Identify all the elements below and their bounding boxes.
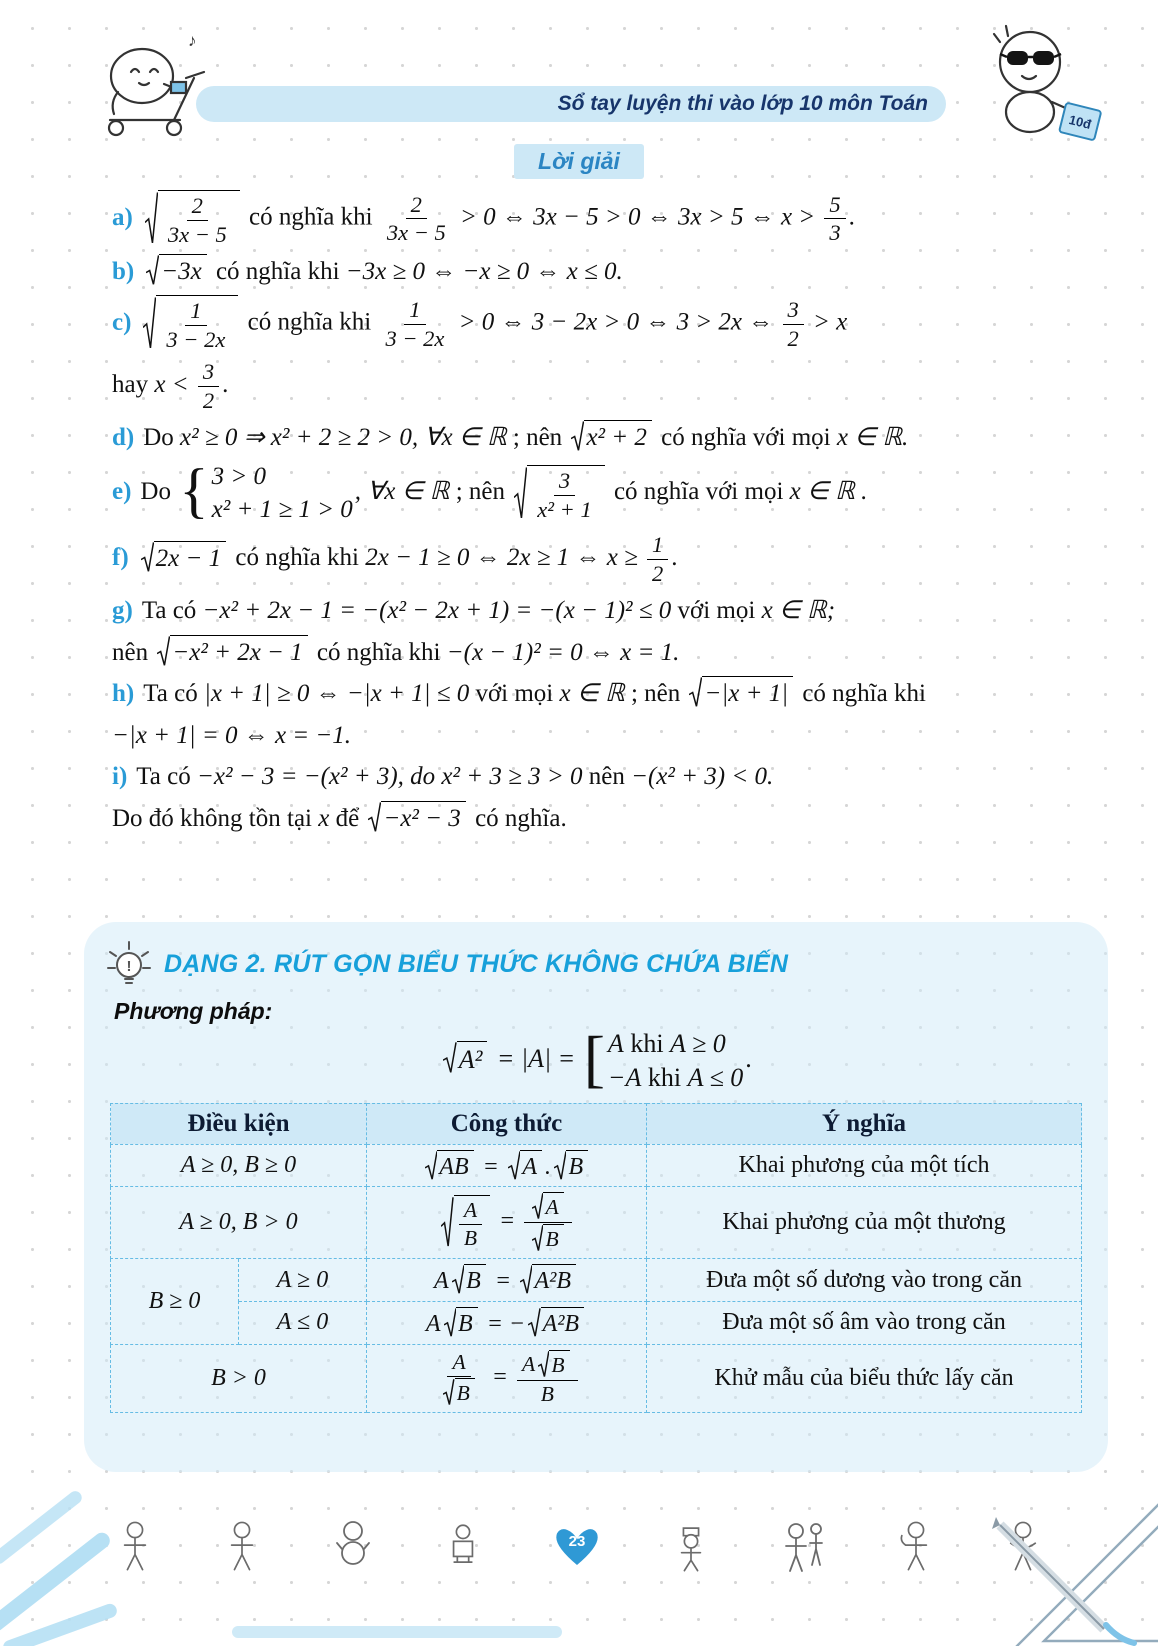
math-text: A [452,1349,466,1374]
fraction [524,1192,571,1253]
math-text: > 0 ⇔ 3 − 2x > 0 ⇔ 3 > 2x ⇔ [452,308,780,336]
square-root [444,1307,478,1339]
plain-text: với mọi [671,597,762,624]
square-root [368,801,465,834]
fraction [161,298,230,353]
doodle-character [118,1519,152,1575]
doodle-character [674,1519,708,1575]
radical-icon [514,465,527,523]
math-text: = [493,1208,522,1235]
fraction [647,532,668,587]
item-label: i) [112,763,128,790]
math-text: B [466,1268,481,1295]
math-text: B [551,1352,565,1377]
mascot-scooter-illustration [76,22,226,142]
table-row [111,1259,1082,1302]
lightbulb-icon [104,938,154,990]
item-label: a) [112,203,133,231]
plain-text: nên [112,638,155,666]
item-label: f) [112,544,129,572]
book-title: Sổ tay luyện thi vào lớp 10 môn Toán [557,92,928,115]
math-text: A²B [542,1311,580,1337]
math-text: 1 [190,298,202,324]
table-header: Công thức [367,1103,647,1144]
math-text: −x² + 2x − 1 = −(x² − 2x + 1) = −(x − 1)² ≤ 0 [202,597,672,624]
math-text: −3x ≥ 0 ⇔ −x ≥ 0 ⇔ x ≤ 0. [345,257,623,285]
fraction [435,1350,482,1407]
math-text: −A [607,1062,642,1092]
plain-text: Do đó không tồn tại [112,804,319,832]
table-header: Điều kiện [111,1103,367,1144]
square-root [520,1264,576,1296]
fraction [163,193,232,248]
pencil-icon [992,1517,1104,1629]
radical-icon [441,1195,453,1251]
math-text: A² [458,1045,483,1075]
radical-icon [443,1041,457,1075]
table-cell [239,1302,367,1345]
solution-badge-row [0,144,1158,179]
math-text: 3 [202,359,215,384]
solution-line [112,593,1102,629]
solution-line [112,254,1102,290]
table-cell [367,1187,647,1259]
solution-line [112,190,1102,248]
method-label: Phương pháp: [114,998,273,1024]
brace-glyph: { [179,457,209,526]
plain-text: có nghĩa khi [310,638,447,666]
math-text: 2 [410,191,422,217]
plain-text: nên [582,763,632,790]
dang2-panel [84,922,1108,1472]
math-text: A ≤ 0 [687,1062,744,1092]
math-text: B [456,1380,470,1405]
plain-text: có nghĩa. [468,804,567,832]
math-text: −(x² + 3) < 0. [631,763,774,790]
table-row [111,1302,1082,1345]
math-text: A ≥ 0, B > 0 [179,1209,298,1236]
math-text: x² + 1 [537,496,592,522]
math-text: > x [806,308,848,336]
math-text: A ≥ 0 [276,1266,329,1293]
plain-text: có nghĩa với mọi [607,478,790,506]
math-text: A [522,1153,537,1180]
math-text: = |A| = [490,1043,582,1073]
math-text: A [607,1029,624,1058]
doodle-character [333,1519,373,1575]
math-text: A [545,1195,559,1220]
table-cell [647,1302,1082,1345]
footer [118,1512,1040,1582]
score-card [1059,103,1101,141]
math-text: B [463,1225,478,1250]
plain-text: Khử mẫu của biểu thức lấy căn [714,1364,1014,1391]
table-cell [367,1344,647,1412]
math-text: , ∀x ∈ ℝ [354,478,450,506]
math-text: 2x − 1 [155,544,222,572]
math-text: A ≤ 0 [276,1309,329,1336]
radical-icon [157,635,170,668]
plain-text: ; nên [506,423,569,451]
table-cell [647,1259,1082,1302]
table-cell [111,1344,367,1412]
math-text: 2 [652,561,664,587]
fraction [532,468,596,523]
plain-text: . [222,371,229,399]
item-label: b) [112,257,135,285]
mascot-scooter [76,22,226,147]
plain-text: khi [641,1062,688,1092]
square-root [452,1264,486,1296]
plain-text: . [848,203,855,231]
score-card-label: 10đ [1067,112,1093,132]
math-text: −x² − 3 = −(x² + 3), do x² + 3 ≥ 3 > 0 [197,763,583,790]
plain-text: Ta có [136,763,197,790]
math-text: −x² + 2x − 1 [172,638,303,666]
square-root [157,635,307,668]
table-header-row [111,1103,1082,1144]
plain-text: hay [112,371,155,399]
square-root [532,1224,563,1253]
plain-text: . [745,1043,752,1073]
square-root [538,1350,569,1379]
fraction [382,192,451,247]
rules-table [110,1103,1082,1413]
math-text: 5 [829,191,841,217]
math-text: . [545,1153,551,1180]
radical-icon [689,676,702,709]
header-bar [196,86,946,122]
solution-line [112,359,1102,414]
math-text: A [522,1351,536,1376]
math-text: AB [439,1153,469,1180]
plain-text: để [329,804,366,832]
square-root [443,1378,474,1407]
solution-line [112,420,1102,456]
fraction [517,1350,578,1407]
radical-icon [145,190,158,248]
doodle-character [225,1519,259,1575]
plain-text: có nghĩa khi [209,257,346,285]
radical-icon [141,541,154,574]
plain-text: có nghĩa khi [229,544,366,572]
section-title: DẠNG 2. RÚT GỌN BIỂU THỨC KHÔNG CHỨA BIẾN [164,949,789,978]
fraction [783,297,804,352]
item-label: c) [112,308,132,336]
math-text: x ∈ ℝ . [789,478,868,506]
table-row [111,1344,1082,1412]
plain-text: Khai phương của một thương [722,1209,1006,1236]
math-text: B [458,1311,473,1337]
table-cell [239,1259,367,1302]
math-text: = [476,1153,505,1180]
radical-icon [443,1378,454,1407]
item-label: e) [112,478,132,506]
set-square-icon [986,1467,1158,1646]
math-text: x² + 1 ≥ 1 > 0 [211,495,353,523]
fraction [198,359,219,414]
solution-line [112,759,1102,795]
table-cell [647,1144,1082,1187]
plain-text: Đưa một số âm vào trong căn [722,1309,1006,1336]
square-root [508,1150,542,1182]
table-cell [111,1259,239,1345]
math-text: B [545,1227,559,1252]
solution-line [112,635,1102,671]
solution-line [112,295,1102,353]
square-root [425,1150,474,1182]
math-text: 3 [829,220,841,246]
plain-text: Khai phương của một tích [738,1151,990,1178]
square-root [141,541,226,574]
math-text: −3x [161,258,202,285]
math-text: 3x − 5 [386,220,446,246]
math-text: 3x − 5 [167,221,227,247]
brace-glyph: [ [583,1023,605,1095]
square-root [532,1192,563,1221]
math-text: 3 − 2x [166,327,226,353]
radical-icon [520,1264,532,1296]
radical-icon [508,1150,520,1182]
math-text: A ≥ 0 [670,1029,726,1058]
radical-icon [538,1350,549,1379]
ruler-pencil-decoration [986,1467,1158,1646]
plain-text: Ta có [141,597,203,624]
radical-icon [146,254,159,287]
solution-badge: Lời giải [514,144,644,179]
math-text: 2 [202,387,215,413]
math-text: −|x + 1| [704,680,789,708]
square-root [571,420,651,453]
table-cell [111,1187,367,1259]
solution-line [112,801,1102,837]
math-text: x ∈ ℝ [559,680,625,707]
math-text: 3 > 0 [211,463,267,491]
math-text: 1 [652,532,664,558]
plain-text: có nghĩa với mọi [654,423,837,451]
radical-icon [532,1224,543,1253]
plain-text: Đưa một số dương vào trong căn [706,1266,1022,1293]
table-cell [367,1144,647,1187]
math-text: B > 0 [211,1364,266,1391]
table-cell [367,1302,647,1345]
plain-text: ; nên [449,478,512,506]
radical-icon [425,1150,437,1182]
item-label: d) [112,423,135,451]
solution-line [112,457,1102,526]
table-row [111,1144,1082,1187]
page-number: 23 [568,1533,586,1550]
math-text: A [434,1268,449,1295]
plain-text: có nghĩa khi [796,680,926,707]
square-root [143,295,238,353]
doodle-character [446,1519,480,1575]
math-text: x² + 2 [586,424,647,451]
table-header: Ý nghĩa [647,1103,1082,1144]
solution-line [112,676,1102,712]
solution-line [112,532,1102,587]
radical-icon [444,1307,456,1339]
math-text: = − [480,1310,526,1337]
math-text: 3 [787,296,799,322]
radical-icon [452,1264,464,1296]
solution-line [112,718,1102,754]
dang2-heading [104,938,1082,990]
cases-brace [179,457,353,526]
math-text: A [463,1197,478,1222]
lightbulb-exclamation: ! [126,958,132,975]
square-root [146,254,206,287]
math-text: > 0 ⇔ 3x − 5 > 0 ⇔ 3x > 5 ⇔ x > [453,203,822,231]
math-text: x < [154,371,195,399]
math-text: −(x − 1)² = 0 ⇔ x = 1. [446,638,680,666]
math-text: |x + 1| ≥ 0 ⇔ −|x + 1| ≤ 0 [203,680,470,707]
math-text: 2 [787,325,799,351]
math-text: = [485,1363,514,1390]
cases-brace [583,1023,744,1095]
math-text: −x² − 3 [383,804,461,832]
table-cell [647,1344,1082,1412]
method-formula [110,1023,1082,1095]
solution-body [112,190,1102,842]
plain-text: Do [140,478,178,506]
math-text: A [425,1310,441,1337]
math-text: 3 [558,467,571,493]
page-number-heart [553,1524,601,1570]
plain-text: ; nên [624,680,687,707]
square-root [689,676,793,709]
fraction [824,192,845,247]
plain-text: Ta có [143,680,204,707]
math-text: 1 [409,296,421,322]
table-row [111,1187,1082,1259]
item-label: h) [112,680,135,707]
plain-text: có nghĩa khi [242,203,379,231]
plain-text: với mọi [469,680,560,707]
math-text: A²B [534,1268,571,1295]
fraction [459,1198,482,1251]
radical-icon [528,1307,540,1339]
math-text: = [488,1268,518,1295]
doodle-character [782,1519,826,1575]
table-cell [111,1144,367,1187]
radical-icon [532,1192,543,1221]
math-text: B [568,1153,584,1180]
table-cell [647,1187,1082,1259]
math-text: −|x + 1| = 0 ⇔ x = −1. [112,721,352,749]
math-text: 3 − 2x [385,325,445,351]
square-root [443,1041,487,1075]
doodle-character [899,1519,933,1575]
square-root [441,1195,490,1251]
square-root [554,1150,588,1182]
table-cell [367,1259,647,1302]
music-note-icon: ♪ [188,31,197,50]
item-label: g) [112,597,133,624]
square-root [514,465,604,523]
radical-icon [368,801,381,834]
plain-text: có nghĩa khi [241,308,378,336]
mascot-sunglasses-illustration [972,18,1102,158]
radical-icon [143,295,156,353]
plain-text: . [671,544,678,572]
radical-icon [571,420,584,453]
math-text: 2 [191,193,203,218]
fraction [380,297,449,352]
mascot-sunglasses [972,18,1102,163]
math-text: x² ≥ 0 ⇒ x² + 2 ≥ 2 > 0, ∀x ∈ ℝ [180,423,507,451]
math-text: B ≥ 0 [148,1288,201,1314]
math-text: x ∈ ℝ. [836,423,909,451]
radical-icon [554,1150,566,1182]
plain-text: Do [143,423,181,451]
square-root [528,1307,584,1339]
math-text: B [540,1381,554,1406]
math-text: x [318,804,330,832]
brush-stroke-decoration [232,1626,562,1638]
plain-text: khi [623,1029,671,1058]
math-text: x ∈ ℝ; [761,597,836,624]
math-text: 2x − 1 ≥ 0 ⇔ 2x ≥ 1 ⇔ x ≥ [365,544,645,572]
square-root [145,190,240,248]
math-text: A ≥ 0, B ≥ 0 [180,1151,297,1178]
